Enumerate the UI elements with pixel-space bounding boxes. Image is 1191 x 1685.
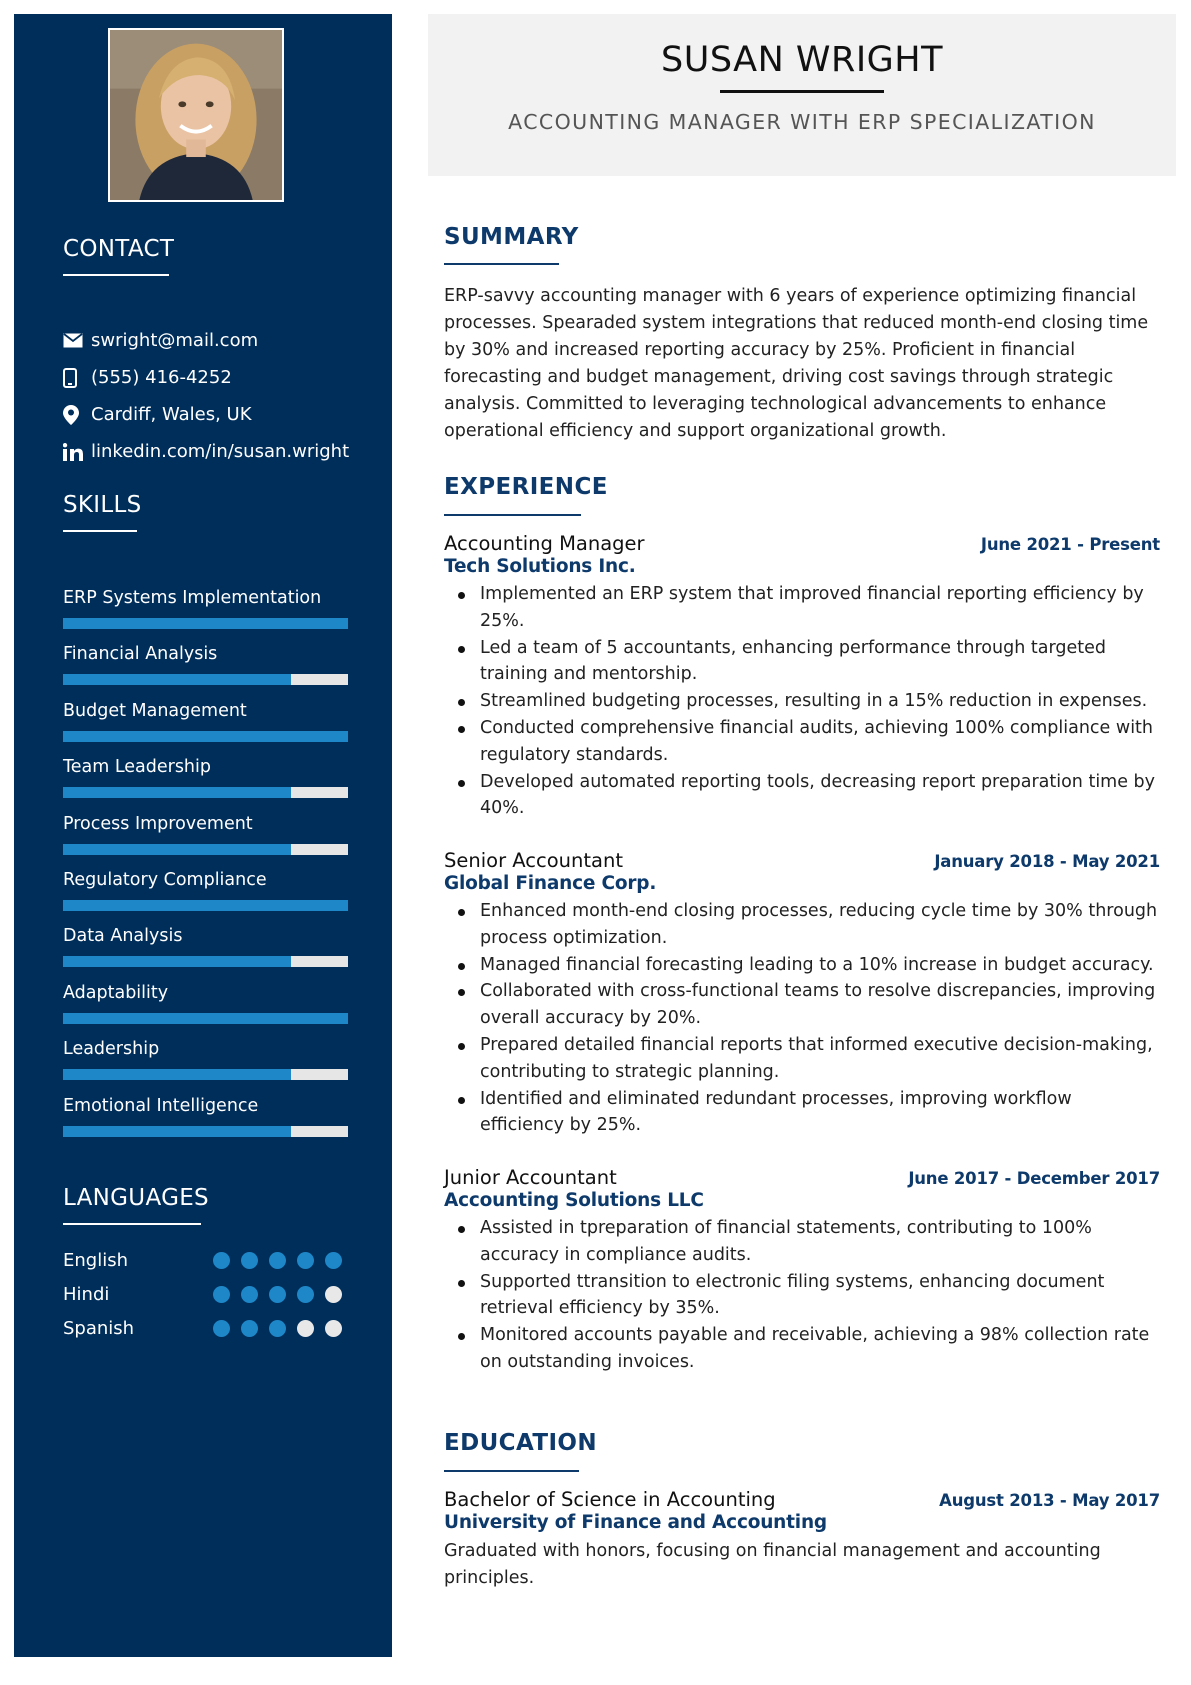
summary-text: ERP-savvy accounting manager with 6 years of experience optimizing financial processes. Spearaded system integrations that reduced month-end closing time by 30% and increased reporting accuracy by 25%. Proficient in financial forecasting and budget management, driving cost savings through strategic analysis. Committed to leveraging technological advancements to enhance operational efficiency and support organizational growth. [444, 286, 1149, 441]
language-item [63, 1277, 353, 1311]
contact-phone[interactable] [63, 359, 349, 396]
skill-item [63, 699, 348, 755]
rating-dot-filled [241, 1252, 258, 1269]
skill-label: Team Leadership [63, 757, 211, 778]
education-heading-rule [444, 1470, 579, 1472]
language-name: English [63, 1249, 128, 1271]
job-bullets [444, 581, 1160, 822]
skill-item [63, 1094, 348, 1150]
job-bullet: Assisted in tpreparation of financial statements, contributing to 100% accuracy in compliance audits. [444, 1215, 1160, 1269]
skill-bar-fill [63, 956, 291, 967]
skill-label: Financial Analysis [63, 644, 218, 665]
job-role: Accounting Manager [444, 532, 645, 555]
job-date: June 2021 - Present [980, 535, 1160, 554]
job-bullet: Streamlined budgeting processes, resulting in a 15% reduction in expenses. [444, 688, 1160, 715]
skill-bar-fill [63, 900, 348, 911]
skills-heading: SKILLS [63, 492, 142, 518]
languages-list [63, 1243, 353, 1345]
education-description: Graduated with honors, focusing on financial management and accounting principles. [444, 1541, 1101, 1588]
name-underline [720, 90, 884, 93]
location-pin-icon [63, 404, 91, 426]
envelope-icon [63, 330, 91, 352]
job-entry [444, 532, 1160, 822]
skill-label: Adaptability [63, 982, 169, 1003]
job-date: June 2017 - December 2017 [908, 1169, 1160, 1188]
skill-bar [63, 1069, 348, 1080]
skill-bar [63, 787, 348, 798]
rating-dot-filled [213, 1252, 230, 1269]
contact-list [63, 322, 349, 470]
education-degree: Bachelor of Science in Accounting [444, 1488, 776, 1511]
experience-heading: EXPERIENCE [444, 474, 608, 500]
skill-label: Emotional Intelligence [63, 1095, 259, 1116]
job-entry [444, 1166, 1160, 1376]
job-company: Global Finance Corp. [444, 873, 657, 894]
rating-dot-filled [241, 1320, 258, 1337]
contact-heading: CONTACT [63, 236, 175, 262]
candidate-name: SUSAN WRIGHT [660, 40, 944, 80]
job-company: Accounting Solutions LLC [444, 1190, 704, 1211]
rating-dot-filled [297, 1252, 314, 1269]
job-bullet: Collaborated with cross-functional teams to resolve discrepancies, improving overall accuracy by 20%. [444, 978, 1160, 1032]
skill-label: Data Analysis [63, 926, 183, 947]
education-entry [444, 1488, 1160, 1592]
phone-icon [63, 367, 91, 389]
linkedin-icon [63, 441, 91, 463]
skill-bar [63, 900, 348, 911]
job-bullet: Monitored accounts payable and receivable, achieving a 98% collection rate on outstanding invoices. [444, 1322, 1160, 1376]
resume-header [428, 14, 1176, 176]
job-entry [444, 849, 1160, 1139]
rating-dot-empty [325, 1286, 342, 1303]
language-name: Spanish [63, 1317, 135, 1339]
education-heading: EDUCATION [444, 1430, 598, 1456]
skill-label: Regulatory Compliance [63, 869, 267, 890]
language-rating [213, 1252, 342, 1269]
summary-heading-rule [444, 263, 559, 265]
candidate-title: ACCOUNTING MANAGER WITH ERP SPECIALIZATION [508, 110, 1096, 134]
skill-bar [63, 844, 348, 855]
skill-item [63, 868, 348, 924]
job-role: Senior Accountant [444, 849, 623, 872]
job-bullets [444, 898, 1160, 1139]
skills-list [63, 586, 348, 1150]
skill-item [63, 586, 348, 642]
skill-bar-fill [63, 618, 348, 629]
contact-linkedin-text: linkedin.com/in/susan.wright [91, 441, 350, 462]
skill-bar-fill [63, 674, 291, 685]
contact-phone-text: (555) 416-4252 [91, 367, 232, 388]
skill-bar [63, 674, 348, 685]
skill-item [63, 812, 348, 868]
contact-heading-rule [63, 274, 169, 276]
rating-dot-filled [297, 1286, 314, 1303]
skill-bar [63, 956, 348, 967]
skill-bar [63, 1013, 348, 1024]
job-bullet: Supported ttransition to electronic filing systems, enhancing document retrieval efficiency by 35%. [444, 1269, 1160, 1323]
skill-label: Budget Management [63, 700, 247, 721]
skill-label: Process Improvement [63, 813, 253, 834]
skill-bar-fill [63, 787, 291, 798]
job-bullet: Managed financial forecasting leading to a 10% increase in budget accuracy. [444, 952, 1160, 979]
job-date: January 2018 - May 2021 [934, 852, 1160, 871]
job-bullet: Prepared detailed financial reports that informed executive decision-making, contributing to strategic planning. [444, 1032, 1160, 1086]
language-rating [213, 1286, 342, 1303]
rating-dot-filled [269, 1320, 286, 1337]
job-bullet: Conducted comprehensive financial audits, achieving 100% compliance with regulatory standards. [444, 715, 1160, 769]
profile-photo-illustration [110, 30, 282, 200]
skill-item [63, 1037, 348, 1093]
job-bullet: Developed automated reporting tools, decreasing report preparation time by 40%. [444, 769, 1160, 823]
summary-heading: SUMMARY [444, 224, 579, 250]
language-item [63, 1243, 353, 1277]
profile-photo [108, 28, 284, 202]
language-name: Hindi [63, 1283, 110, 1305]
language-rating [213, 1320, 342, 1337]
job-company: Tech Solutions Inc. [444, 556, 636, 577]
skill-item [63, 755, 348, 811]
job-bullets [444, 1215, 1160, 1376]
job-bullet: Enhanced month-end closing processes, reducing cycle time by 30% through process optimization. [444, 898, 1160, 952]
skill-label: ERP Systems Implementation [63, 588, 322, 608]
rating-dot-filled [269, 1252, 286, 1269]
contact-email-text: swright@mail.com [91, 330, 259, 351]
skill-label: Leadership [63, 1039, 160, 1060]
skill-bar [63, 731, 348, 742]
skill-item [63, 924, 348, 980]
experience-heading-rule [444, 514, 581, 516]
rating-dot-filled [269, 1286, 286, 1303]
skill-item [63, 642, 348, 698]
contact-location [63, 396, 349, 433]
languages-heading-rule [63, 1223, 201, 1225]
education-school: University of Finance and Accounting [444, 1512, 827, 1533]
job-bullet: Implemented an ERP system that improved financial reporting efficiency by 25%. [444, 581, 1160, 635]
skill-bar [63, 1126, 348, 1137]
education-date: August 2013 - May 2017 [939, 1491, 1160, 1510]
rating-dot-filled [213, 1320, 230, 1337]
job-role: Junior Accountant [444, 1166, 617, 1189]
skill-bar-fill [63, 1013, 348, 1024]
rating-dot-empty [325, 1320, 342, 1337]
skill-bar-fill [63, 1069, 291, 1080]
skill-item [63, 981, 348, 1037]
job-bullet: Identified and eliminated redundant processes, improving workflow efficiency by 25%. [444, 1086, 1160, 1140]
rating-dot-filled [213, 1286, 230, 1303]
rating-dot-filled [241, 1286, 258, 1303]
rating-dot-empty [297, 1320, 314, 1337]
sidebar [14, 14, 392, 1657]
rating-dot-filled [325, 1252, 342, 1269]
skill-bar-fill [63, 731, 348, 742]
skill-bar [63, 618, 348, 629]
skill-bar-fill [63, 1126, 291, 1137]
language-item [63, 1311, 353, 1345]
job-bullet: Led a team of 5 accountants, enhancing performance through targeted training and mentorship. [444, 635, 1160, 689]
contact-linkedin[interactable] [63, 433, 349, 470]
languages-heading: LANGUAGES [63, 1185, 209, 1211]
contact-location-text: Cardiff, Wales, UK [91, 404, 252, 425]
skill-bar-fill [63, 844, 291, 855]
contact-email[interactable] [63, 322, 349, 359]
skills-heading-rule [63, 530, 137, 532]
